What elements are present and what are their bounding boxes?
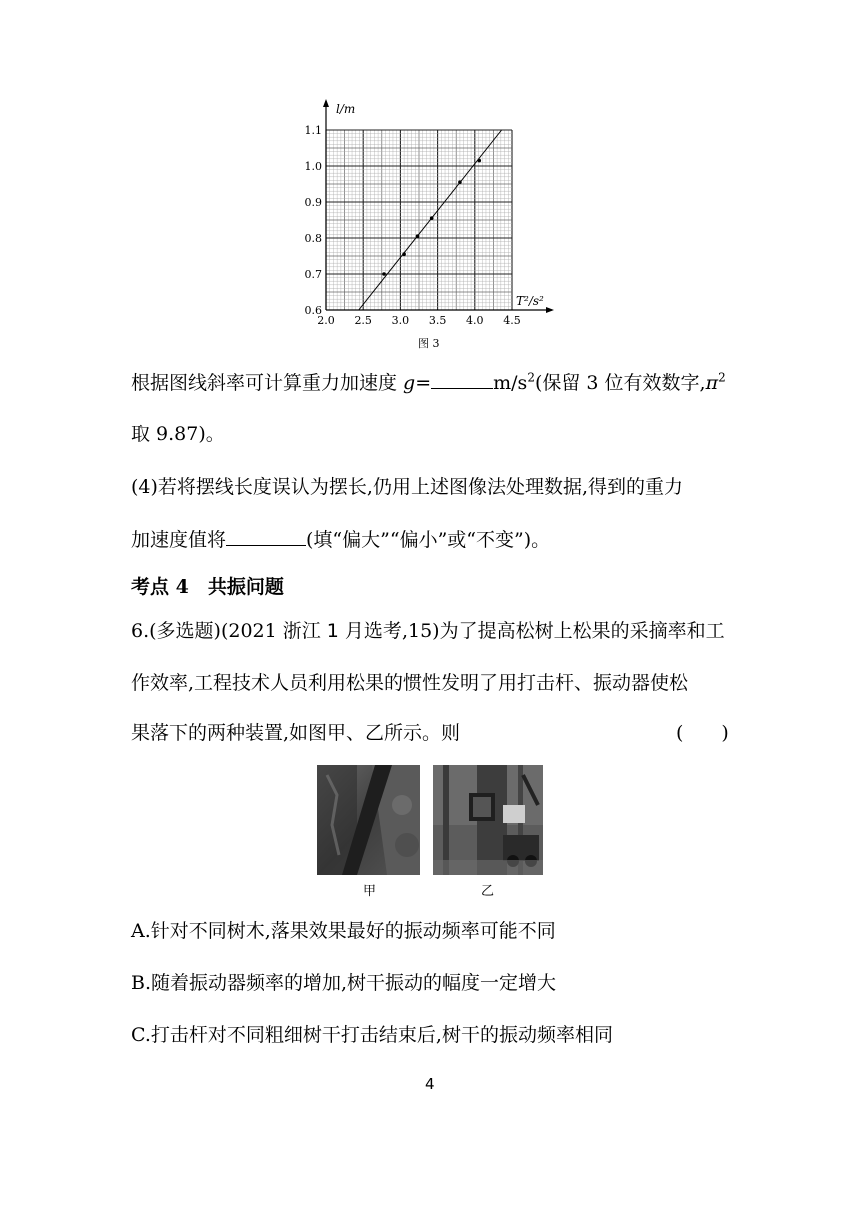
q3-line-1 <box>131 368 726 397</box>
page-number: 4 <box>425 1075 435 1093</box>
unit-exp: 2 <box>527 370 535 385</box>
q6-source: 浙江 1 月选考 <box>282 620 402 642</box>
data-point <box>458 180 462 184</box>
answer-blank-4[interactable] <box>226 525 306 546</box>
graph-tick-labels <box>305 124 521 327</box>
equals: = <box>415 372 432 394</box>
x-tick-label: 3.0 <box>391 314 410 327</box>
data-point <box>416 234 420 238</box>
photo-yi-image <box>433 765 543 875</box>
x-tick-label: 2.0 <box>317 314 335 327</box>
q4-text: 加速度值将 <box>131 529 227 551</box>
answer-blank-g[interactable] <box>431 368 493 389</box>
y-tick-label: 1.1 <box>304 124 322 137</box>
data-point <box>477 159 481 163</box>
q4-options: (填“偏大”“偏小”或“不变”)。 <box>306 529 551 551</box>
q3-text: 根据图线斜率可计算重力加速度 <box>131 372 404 394</box>
figure-caption: 图 3 <box>418 337 440 350</box>
q3-line-2: 取 9.87)。 <box>131 423 225 445</box>
q6-line-1 <box>131 617 725 645</box>
q6-line-3: 果落下的两种装置,如图甲、乙所示。则 <box>131 722 461 744</box>
q6-line-2: 作效率,工程技术人员利用松果的惯性发明了用打击杆、振动器使松 <box>131 672 689 694</box>
q4-line-1: (4)若将摆线长度误认为摆长,仍用上述图像法处理数据,得到的重力 <box>131 476 683 498</box>
x-tick-label: 4.0 <box>466 314 484 327</box>
x-axis-arrow <box>546 307 554 313</box>
y-tick-label: 0.8 <box>304 232 322 245</box>
photo-caption-yi: 乙 <box>481 884 495 899</box>
pi-exp: 2 <box>718 370 726 385</box>
answer-bracket: ( ) <box>676 722 729 744</box>
y-axis-label: l/m <box>336 102 356 116</box>
graph-axes <box>323 99 554 313</box>
q6-prefix: 6.(多选题)(2021 <box>131 620 283 642</box>
y-tick-label: 0.9 <box>304 196 322 209</box>
x-tick-label: 3.5 <box>428 314 447 327</box>
unit: m/s <box>493 372 528 394</box>
g-symbol: g <box>403 372 416 394</box>
data-point <box>382 272 386 276</box>
q4-line-2 <box>131 525 550 554</box>
q3-note: (保留 3 位有效数字, <box>534 372 706 394</box>
x-tick-label: 2.5 <box>354 314 372 327</box>
option-b: B.随着振动器频率的增加,树干振动的幅度一定增大 <box>131 972 557 994</box>
graph-grid <box>326 130 512 310</box>
photo-caption-jia: 甲 <box>363 884 377 899</box>
figure-3-graph <box>290 95 570 355</box>
option-a: A.针对不同树木,落果效果最好的振动频率可能不同 <box>131 920 556 942</box>
option-c: C.打击杆对不同粗细树干打击结束后,树干的振动频率相同 <box>131 1024 613 1046</box>
data-point <box>402 252 406 256</box>
x-axis-label: T²/s² <box>516 294 544 308</box>
section-heading: 考点 4 共振问题 <box>131 576 284 598</box>
photo-jia <box>317 765 420 875</box>
pi-symbol: π <box>705 372 719 394</box>
q6-text: ,15)为了提高松树上松果的采摘率和工 <box>401 620 725 642</box>
x-tick-label: 4.5 <box>503 314 521 327</box>
y-tick-label: 0.6 <box>304 304 322 317</box>
photo-jia-image <box>317 765 420 875</box>
y-tick-label: 0.7 <box>304 268 322 281</box>
data-point <box>430 216 434 220</box>
y-tick-label: 1.0 <box>304 160 322 173</box>
y-axis-arrow <box>323 99 329 107</box>
photo-yi <box>433 765 543 875</box>
